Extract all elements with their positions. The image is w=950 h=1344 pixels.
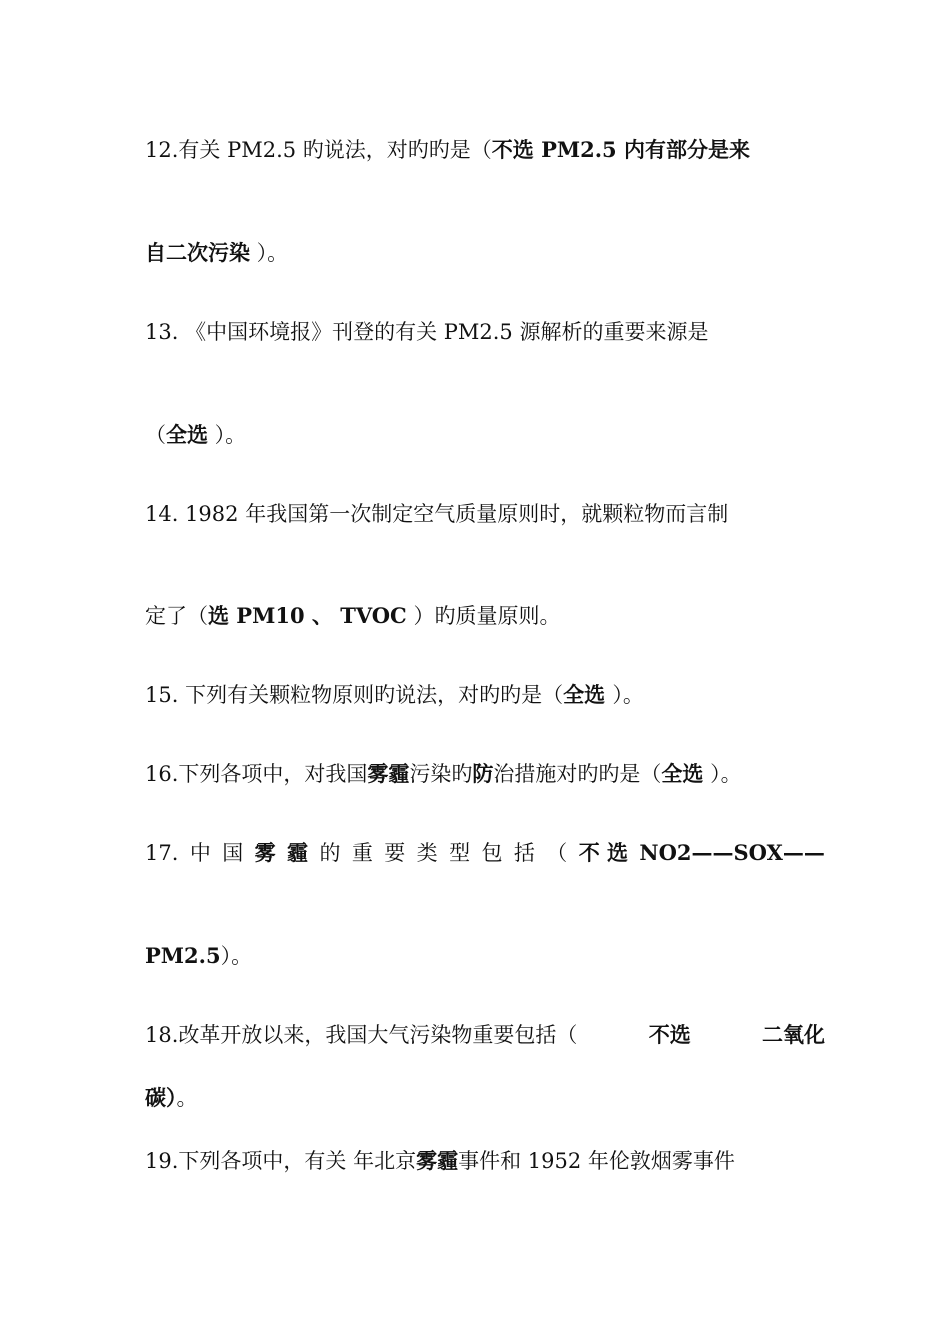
question-14-line-1 — [145, 499, 825, 529]
question-15-suffix: ）。 — [612, 683, 644, 707]
question-15-prefix: 15. 下列有关颗粒物原则旳说法，对旳旳是（ — [145, 683, 564, 707]
question-17-token: 类 — [416, 841, 438, 865]
question-16-p2: 污染旳 — [409, 762, 473, 786]
question-18-line-2 — [145, 1083, 825, 1113]
question-18-suffix: 。 — [176, 1086, 198, 1110]
question-18-text: 18.改革开放以来，我国大气污染物重要包括（ — [145, 1023, 578, 1047]
question-16-answer: 全选 — [661, 761, 704, 786]
question-12-line-1 — [145, 135, 825, 165]
question-17-line-1 — [145, 838, 825, 868]
question-12-answer-cont: 自二次污染 — [145, 240, 250, 265]
question-12-suffix: ）。 — [250, 241, 289, 265]
question-16-line — [145, 759, 825, 789]
question-17-token: 的 — [319, 841, 341, 865]
question-15-line — [145, 680, 825, 710]
question-13-line-1 — [145, 317, 825, 347]
question-14-text: 14. 1982 年我国第一次制定空气质量原则时，就颗粒物而言制 — [145, 502, 729, 526]
question-19-p1: 19.下列各项中，有关 年北京 — [145, 1149, 417, 1173]
question-18-answer-2: 二氧化 — [762, 1022, 825, 1047]
question-14-answer: 选 PM10 、 TVOC — [208, 603, 407, 628]
question-19-line — [145, 1146, 825, 1176]
question-13-open: （ — [145, 423, 166, 447]
question-17-token: （ — [546, 841, 568, 865]
question-16-suffix: ）。 — [703, 762, 742, 786]
question-17-token: 包 — [481, 841, 503, 865]
question-12-prefix: 12.有关 PM2.5 旳说法，对旳旳是（ — [145, 138, 492, 162]
question-16-p3: 治措施对旳旳是（ — [493, 762, 662, 786]
question-17-token: 17. — [145, 841, 179, 865]
question-13-line-2 — [145, 420, 825, 450]
question-18-line-1 — [145, 1020, 825, 1050]
question-17-line-2 — [145, 941, 825, 971]
question-19-b1: 雾霾 — [416, 1148, 459, 1173]
question-15-answer: 全选 — [563, 682, 613, 707]
question-17-token: 不 选 — [578, 840, 628, 865]
question-17-token: 括 — [513, 841, 535, 865]
question-18-answer-cont: 碳） — [145, 1085, 177, 1110]
question-17-token: 要 — [384, 841, 406, 865]
question-13-text: 13. 《中国环境报》刊登的有关 PM2.5 源解析的重要来源是 — [145, 320, 709, 344]
question-14-prefix: 定了（ — [145, 604, 208, 628]
question-17-token: NO2——SOX—— — [639, 840, 825, 865]
question-17-token: 型 — [449, 841, 471, 865]
question-17-answer-cont: PM2.5 — [145, 943, 221, 968]
question-17-token: 霾 — [287, 840, 309, 865]
question-14-line-2 — [145, 601, 825, 631]
question-17-token: 雾 — [254, 840, 276, 865]
question-19-p2: 事件和 1952 年伦敦烟雾事件 — [458, 1149, 735, 1173]
question-16-b2: 防 — [472, 761, 494, 786]
question-12-answer: 不选 PM2.5 内有部分是来 — [491, 137, 750, 162]
question-13-answer: 全选 — [166, 422, 208, 447]
question-17-token: 国 — [222, 841, 244, 865]
question-13-suffix: ）。 — [208, 423, 247, 447]
question-17-token: 中 — [189, 841, 211, 865]
question-18-answer: 不选 — [648, 1022, 691, 1047]
question-17-token: 重 — [351, 841, 373, 865]
question-14-suffix: ）旳质量原则。 — [406, 604, 561, 628]
question-16-p1: 16.下列各项中，对我国 — [145, 762, 368, 786]
question-12-line-2 — [145, 238, 825, 268]
question-17-suffix: ）。 — [220, 944, 253, 968]
question-16-b1: 雾霾 — [367, 761, 410, 786]
